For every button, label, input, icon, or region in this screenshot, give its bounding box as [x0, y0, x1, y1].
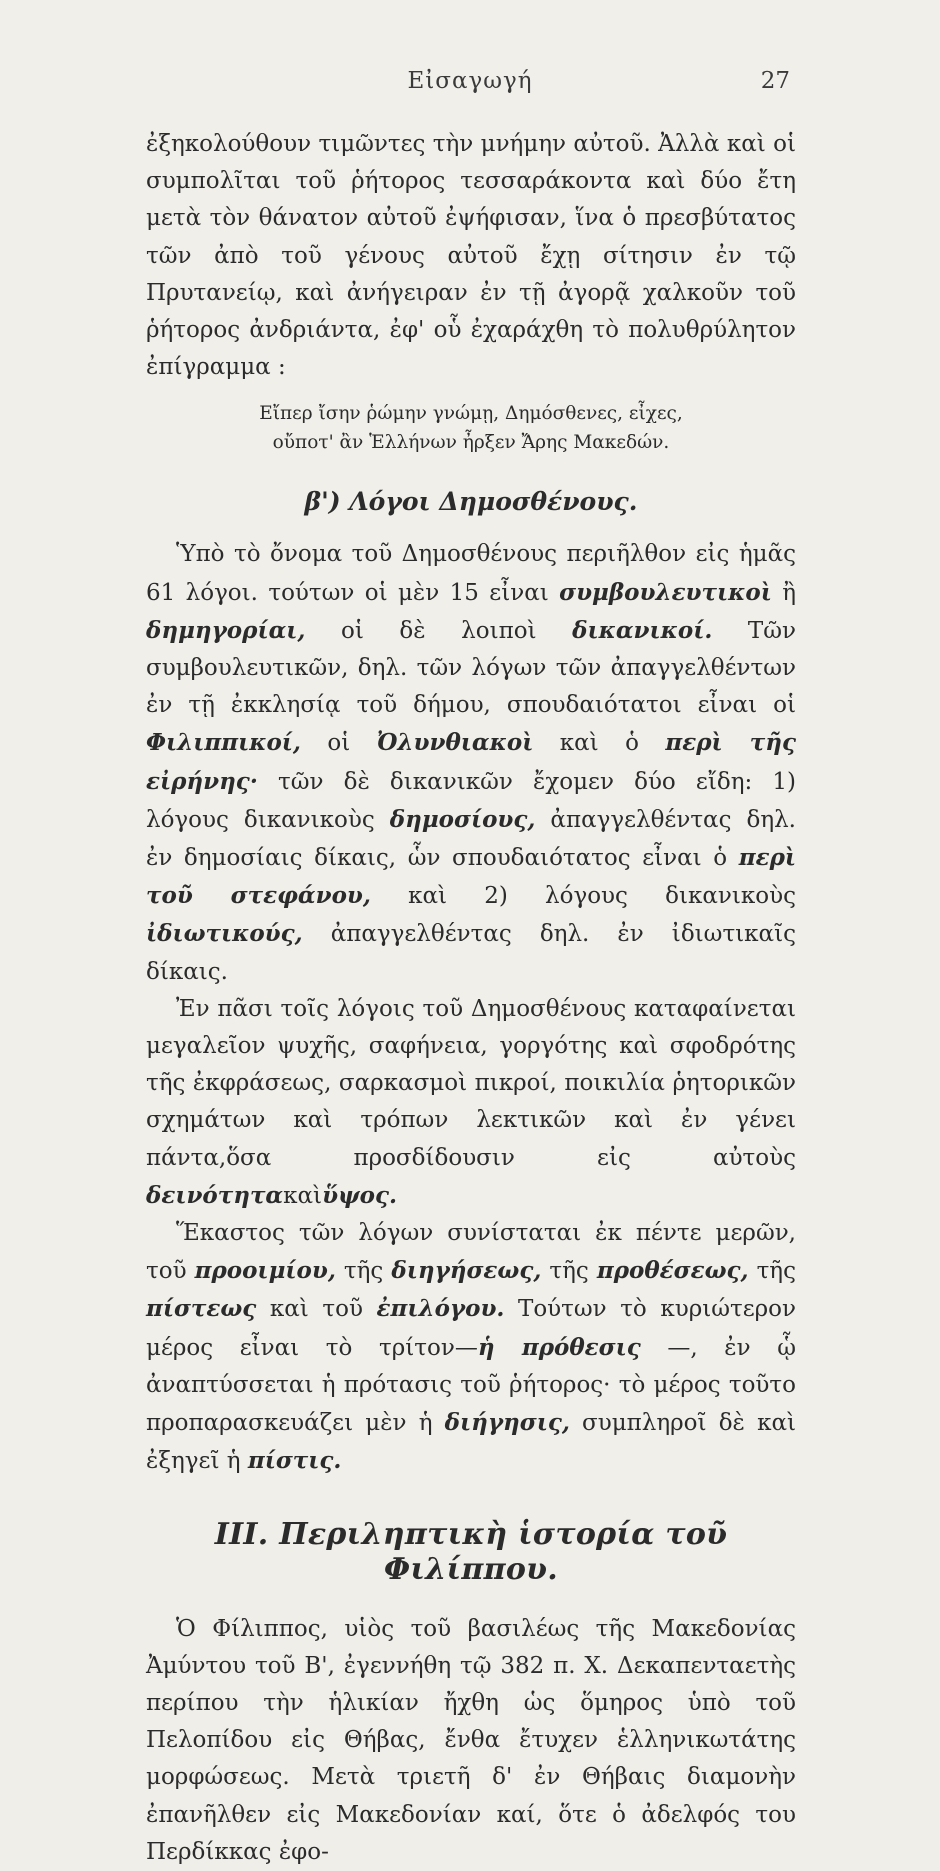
- text-run: καὶ τοῦ: [256, 1296, 377, 1323]
- text-run: ἀπαγγελθέντας δηλ. ἐν δημοσίαις δίκαις, ὧν σπουδαιότατος εἶναι ὁ: [146, 806, 796, 872]
- text-run: Ἐν πᾶσι τοῖς λόγοις τοῦ Δημοσθένους καταφαίνεται μεγαλεῖον ψυχῆς, σαφήνεια, γοργότης καὶ σφοδρότης τῆς ἐκφράσεως, σαρκασμοὶ πικροί, ποικιλία ῥητορικῶν σχημάτων καὶ τρόπων λεκτικῶν καὶ ἐν γένει πάντα,ὅσα προσδίδουσιν εἰς αὐτοὺς: [146, 995, 796, 1171]
- text-run: Ἕκαστος τῶν λόγων συνίσταται ἐκ πέντε μερῶν, τοῦ: [146, 1220, 796, 1285]
- emphasis: δεινότητα: [146, 1181, 284, 1209]
- emphasis: συμβουλευτικοὶ: [559, 578, 772, 606]
- section-heading: ΙΙΙ. Περιληπτικὴ ἱστορία τοῦ Φιλίππου.: [214, 1516, 728, 1587]
- emphasis: ἡ πρόθεσις: [477, 1333, 641, 1361]
- text-run: Ὑπὸ τὸ ὄνομα τοῦ Δημοσθένους περιῆλθον εἰς ἡμᾶς 61 λόγοι. τούτων οἱ μὲν 15 εἶναι: [146, 541, 796, 606]
- paragraph-5: Ὁ Φίλιππος, υἱὸς τοῦ βασιλέως τῆς Μακεδονίας Ἀμύντου τοῦ Β', ἐγεννήθη τῷ 382 π. Χ. Δεκαπενταετὴς περίπου τὴν ἡλικίαν ἤχθη ὡς ὅμηρος ὑπὸ τοῦ Πελοπίδου εἰς Θήβας, ἔνθα ἔτυχεν ἑλληνικωτάτης μορφώσεως. Μετὰ τριετῆ δ' ἐν Θήβαις διαμονὴν ἐπανῆλθεν εἰς Μακεδονίαν καί, ὅτε ὁ ἀδελφός του Περδίκκας ἐφο-: [146, 1615, 796, 1865]
- page-header: [0, 68, 940, 108]
- emphasis: ὕψος.: [322, 1181, 398, 1209]
- page-number: 27: [760, 68, 790, 94]
- emphasis: πίστεως: [146, 1295, 257, 1323]
- running-head: Εἰσαγωγή: [407, 68, 533, 94]
- text-run: Τούτων τὸ κυριώτερον μέρος εἶναι τὸ τρίτον—: [146, 1296, 796, 1361]
- emphasis: ἐπιλόγου.: [376, 1295, 505, 1323]
- text-run: τῆς: [541, 1258, 597, 1285]
- text-run: συμπληροῖ δὲ καὶ ἐξηγεῖ ἡ: [146, 1410, 796, 1475]
- text-run: καὶ: [283, 1182, 323, 1209]
- page-body: [146, 126, 796, 1871]
- emphasis: διήγησις,: [444, 1409, 570, 1437]
- text-run: τῆς: [335, 1258, 392, 1285]
- text-run: καὶ 2) λόγους δικανικοὺς: [370, 883, 796, 910]
- emphasis: δικανικοί.: [572, 616, 713, 644]
- epigram-line-1: Εἴπερ ἴσην ῥώμην γνώμῃ, Δημόσθενες, εἶχες,: [259, 403, 683, 425]
- text-run: τῶν δὲ δικανικῶν ἔχομεν δύο εἴδη: 1) λόγους δικανικοὺς: [146, 768, 796, 833]
- text-run: —, ἐν ᾧ ἀναπτύσσεται ἡ πρότασις τοῦ ῥήτορος· τὸ μέρος τοῦτο προπαρασκευάζει μὲν ἡ: [146, 1334, 796, 1437]
- text-run: καὶ ὁ: [533, 730, 666, 757]
- text-run: ἀπαγγελθέντας δηλ. ἐν ἰδιωτικαῖς δίκαις.: [146, 921, 796, 985]
- text-run: Τῶν συμβουλευτικῶν, δηλ. τῶν λόγων τῶν ἀπαγγελθέντων ἐν τῇ ἐκκλησίᾳ τοῦ δήμου, σπουδαιότατοι εἶναι οἱ: [146, 617, 796, 719]
- text-run: τῆς: [748, 1258, 796, 1285]
- paragraph-3: [146, 991, 796, 1215]
- emphasis: προοιμίου,: [194, 1257, 336, 1285]
- text-run: ἢ: [771, 579, 796, 606]
- paragraph-4: [146, 1215, 796, 1480]
- epigram: [146, 399, 796, 457]
- emphasis: περὶ τῆς εἰρήνης·: [146, 729, 796, 795]
- emphasis: διηγήσεως,: [391, 1257, 542, 1285]
- emphasis: Ὀλυνθιακοὶ: [376, 729, 534, 757]
- emphasis: πίστις.: [247, 1447, 342, 1475]
- emphasis: περὶ τοῦ στεφάνου,: [146, 844, 796, 910]
- emphasis: Φιλιππικοί,: [146, 729, 301, 757]
- emphasis: ἰδιωτικούς,: [146, 920, 303, 948]
- emphasis: προθέσεως,: [596, 1257, 749, 1285]
- emphasis: δημοσίους,: [389, 805, 536, 833]
- text-run: οἱ δὲ λοιποὶ: [305, 617, 573, 644]
- epigram-line-2: οὔποτ' ἂν Ἑλλήνων ἦρξεν Ἄρης Μακεδών.: [272, 432, 670, 454]
- text-run: οἱ: [300, 730, 377, 757]
- paragraph-2: [146, 536, 796, 990]
- paragraph-1: ἐξηκολούθουν τιμῶντες τὴν μνήμην αὐτοῦ. Ἀλλὰ καὶ οἱ συμπολῖται τοῦ ῥήτορος τεσσαράκοντα καὶ δύο ἔτη μετὰ τὸν θάνατον αὐτοῦ ἐψήφισαν, ἵνα ὁ πρεσβύτατος τῶν ἀπὸ τοῦ γένους αὐτοῦ ἔχῃ σίτησιν ἐν τῷ Πρυτανείῳ, καὶ ἀνήγειραν ἐν τῇ ἀγορᾷ χαλκοῦν τοῦ ῥήτορος ἀνδριάντα, ἐφ' οὗ ἐχαράχθη τὸ πολυθρύλητον ἐπίγραμμα :: [146, 131, 796, 381]
- subheading: β') Λόγοι Δημοσθένους.: [304, 487, 638, 517]
- emphasis: δημηγορίαι,: [146, 616, 306, 644]
